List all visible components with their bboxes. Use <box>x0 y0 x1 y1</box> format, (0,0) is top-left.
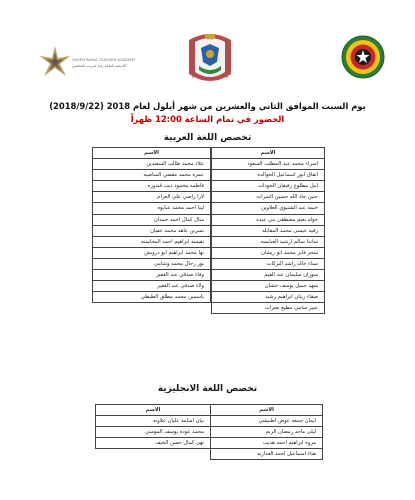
academy-name-ar: أكاديمية الملكة رانيا لتدريب المعلمين <box>72 64 127 68</box>
table-row <box>212 181 325 192</box>
name-cell: عبير سامي مطيع بعيرات <box>212 303 325 314</box>
table-row <box>93 281 211 292</box>
name-cell: اتفاق انور اسماعيل الخوالده <box>212 170 325 181</box>
table-row <box>96 416 211 427</box>
name-cell: اسراء محمد عبد المطلب السعود <box>212 159 325 170</box>
name-cell: خوله نعيم مصطفى بني عيده <box>212 214 325 225</box>
table-row <box>211 416 323 427</box>
table-row <box>212 236 325 247</box>
name-cell: ختمه عبد الشتيوي العلاوين <box>212 203 325 214</box>
english-names-table-right <box>210 404 323 460</box>
table-row <box>212 203 325 214</box>
academy-logo <box>38 44 148 80</box>
name-cell: ايمان جمعه عوض اطبيشي <box>211 416 323 427</box>
table-row <box>93 203 211 214</box>
section-title-arabic: تخصص اللغة العربية <box>163 133 252 143</box>
table-row <box>212 258 325 269</box>
name-cell: ساندا سالم ارشيد العبابسه <box>212 236 325 247</box>
table-row <box>93 181 211 192</box>
table-row <box>212 192 325 203</box>
name-cell: شهد جميل يوسف خشان <box>212 281 325 292</box>
name-cell: امل مطلوع رفيفان الجودات <box>212 181 325 192</box>
table-row <box>211 449 323 460</box>
column-header: الاسم <box>212 148 325 159</box>
table-row <box>212 281 325 292</box>
column-header: الاسم <box>211 405 323 416</box>
logo-bar <box>0 0 415 88</box>
attendance-time-line: الحضور في تمام الساعة 12:00 ظهراً <box>130 114 285 124</box>
name-cell: محمد عوده يوسف المومني <box>96 427 211 438</box>
name-cell: نسرين عاهد محمد عفيان <box>93 225 211 236</box>
arabic-names-table-left <box>92 147 211 303</box>
table-row <box>211 438 323 449</box>
name-cell: ولاء صدقي عبد الغفير <box>93 281 211 292</box>
column-header: الاسم <box>96 405 211 416</box>
name-cell: علاء محمد طالب السعيدين <box>93 159 211 170</box>
table-row <box>93 247 211 258</box>
table-row <box>212 159 325 170</box>
table-row <box>212 214 325 225</box>
arabic-names-table-right <box>211 147 325 314</box>
name-cell: نور رحال محمد وشامي <box>93 258 211 269</box>
table-row <box>212 270 325 281</box>
name-cell: فاطمه محمود ذيب قندوره <box>93 181 211 192</box>
name-cell: ياسمين محمد مطلق الطيطي <box>93 292 211 303</box>
event-date-line: يوم السبت الموافق الثاني والعشرين من شهر أيلول لعام 2018 (2018/9/22) <box>49 101 366 111</box>
name-cell: صفاء ريتان ابراهيم رشيد <box>212 292 325 303</box>
name-cell: لينا احمد محمد عبابوه <box>93 203 211 214</box>
column-header: الاسم <box>93 148 211 159</box>
table-row <box>93 270 211 281</box>
table-row <box>93 159 211 170</box>
table-row <box>93 292 211 303</box>
table-row <box>93 258 211 269</box>
royal-crest-logo <box>185 30 235 86</box>
table-row <box>93 170 211 181</box>
name-cell: ليلى ماجد رمضان الزيم <box>211 427 323 438</box>
table-row <box>212 225 325 236</box>
table-row <box>212 170 325 181</box>
table-row <box>96 427 211 438</box>
english-names-table-left <box>95 404 211 449</box>
name-cell: لارا راضي علي العزام <box>93 192 211 203</box>
star-icon <box>38 44 72 80</box>
name-cell: سحر فايز محمد ابو ريشان <box>212 247 325 258</box>
table-row <box>93 225 211 236</box>
table-row <box>96 438 211 449</box>
name-cell: هناء اسماعيل احمد العداربه <box>211 449 323 460</box>
name-cell: مروه ابراهيم احمد هديب <box>211 438 323 449</box>
table-row <box>93 236 211 247</box>
table-row <box>212 247 325 258</box>
name-cell: سناء خالد راشد البركات <box>212 258 325 269</box>
table-row <box>212 292 325 303</box>
name-cell: وفاء صدقي عبد الغفير <box>93 270 211 281</box>
name-cell: منال كمال احمد حمدان <box>93 214 211 225</box>
academy-name-en: QUEEN RANIA TEACHER ACADEMY <box>72 58 136 62</box>
name-cell: رقيه عيسى محمد المقابله <box>212 225 325 236</box>
name-cell: عمره محمد مفضي المناصيه <box>93 170 211 181</box>
ministry-emblem-logo <box>341 35 385 79</box>
table-row <box>211 427 323 438</box>
section-title-english: تخصص اللغة الانجليزية <box>157 384 258 394</box>
name-cell: نها محمد ابراهيم ابو درويش <box>93 247 211 258</box>
table-row <box>212 303 325 314</box>
name-cell: سوزان سليمان عبد القيم <box>212 270 325 281</box>
name-cell: بيان اسامه عليان علاونه <box>96 416 211 427</box>
table-row <box>93 214 211 225</box>
name-cell: حنين جاد الله حسين النمرات <box>212 192 325 203</box>
table-row <box>93 192 211 203</box>
name-cell: نهى كمال حسن الخيف <box>96 438 211 449</box>
name-cell: نفيسه ابراهيم احمد المحاسنه <box>93 236 211 247</box>
